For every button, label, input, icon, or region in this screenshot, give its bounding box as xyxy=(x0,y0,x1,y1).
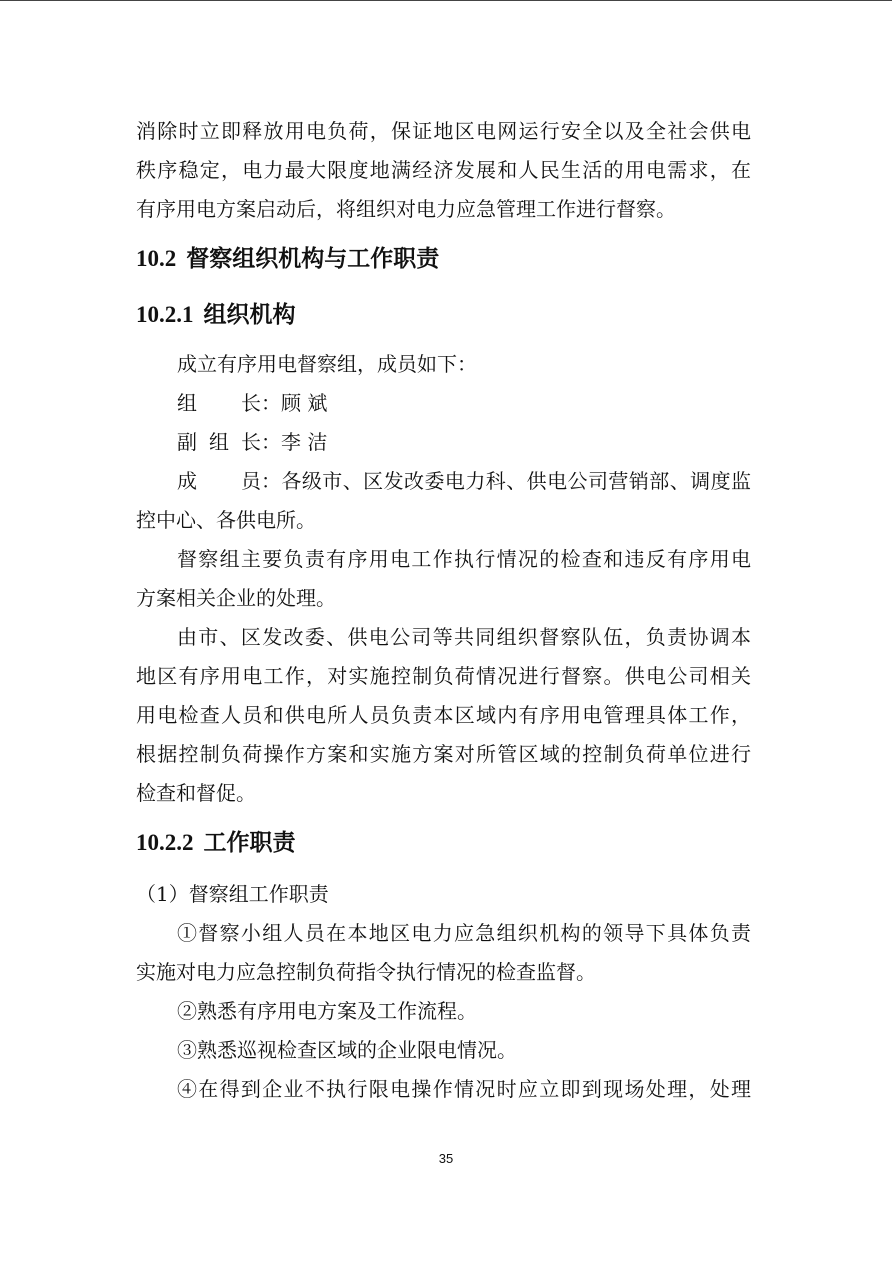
members-value-line1: 各级市、区发改委电力科、供电公司营销部、调度监 xyxy=(281,469,751,493)
members-label: 成 员 xyxy=(177,469,261,493)
page-number: 35 xyxy=(438,1151,454,1166)
team-para-line-2: 地区有序用电工作，对实施控制负荷情况进行督察。供电公司相关 xyxy=(136,664,751,688)
leader-sep: ： xyxy=(261,391,281,415)
duty-item-1-line-1: ①督察小组人员在本地区电力应急组织机构的领导下具体负责 xyxy=(177,921,751,945)
deputy-row xyxy=(136,423,751,462)
deputy-sep: ： xyxy=(261,430,281,454)
duty-heading: （1）督察组工作职责 xyxy=(136,882,329,906)
section-title: 督察组织机构与工作职责 xyxy=(186,246,440,271)
team-para-line-5: 检查和督促。 xyxy=(136,781,256,805)
duty-item-3: ③熟悉巡视检查区域的企业限电情况。 xyxy=(177,1038,517,1062)
team-para-line-4: 根据控制负荷操作方案和实施方案对所管区域的控制负荷单位进行 xyxy=(136,742,751,766)
members-row xyxy=(136,462,751,501)
section-number: 10.2.1 xyxy=(136,302,194,327)
deputy-value: 李 洁 xyxy=(281,430,328,454)
section-heading-10-2-1 xyxy=(136,287,751,343)
duty-item-4: ④在得到企业不执行限电操作情况时应立即到现场处理，处理 xyxy=(177,1077,751,1101)
team-para-line-1: 由市、区发改委、供电公司等共同组织督察队伍，负责协调本 xyxy=(177,625,751,649)
intro-line-1: 消除时立即释放用电负荷，保证地区电网运行安全以及全社会供电 xyxy=(136,119,751,143)
members-value-line2: 控中心、各供电所。 xyxy=(136,508,316,532)
section-number: 10.2.2 xyxy=(136,830,194,855)
section-title: 工作职责 xyxy=(203,830,296,855)
members-sep: ： xyxy=(261,469,281,493)
duty-para-line-1: 督察组主要负责有序用电工作执行情况的检查和违反有序用电 xyxy=(177,547,751,571)
document-page xyxy=(136,112,751,1109)
section-heading-10-2 xyxy=(136,231,751,287)
duty-item-2: ②熟悉有序用电方案及工作流程。 xyxy=(177,999,477,1023)
section-heading-10-2-2 xyxy=(136,815,751,871)
intro-line-2: 秩序稳定，电力最大限度地满经济发展和人民生活的用电需求，在 xyxy=(136,158,751,182)
leader-row xyxy=(136,384,751,423)
intro-line-3: 有序用电方案启动后，将组织对电力应急管理工作进行督察。 xyxy=(136,197,676,221)
section-number: 10.2 xyxy=(136,246,177,271)
leader-label: 组 长 xyxy=(177,391,261,415)
team-para-line-3: 用电检查人员和供电所人员负责本区域内有序用电管理具体工作， xyxy=(136,703,751,727)
leader-value: 顾 斌 xyxy=(281,391,328,415)
org-intro: 成立有序用电督察组，成员如下： xyxy=(177,352,477,376)
page-top-border xyxy=(0,0,892,1)
section-title: 组织机构 xyxy=(203,302,296,327)
deputy-label: 副组长 xyxy=(177,430,261,454)
duty-item-1-line-2: 实施对电力应急控制负荷指令执行情况的检查监督。 xyxy=(136,960,596,984)
duty-para-line-2: 方案相关企业的处理。 xyxy=(136,586,336,610)
